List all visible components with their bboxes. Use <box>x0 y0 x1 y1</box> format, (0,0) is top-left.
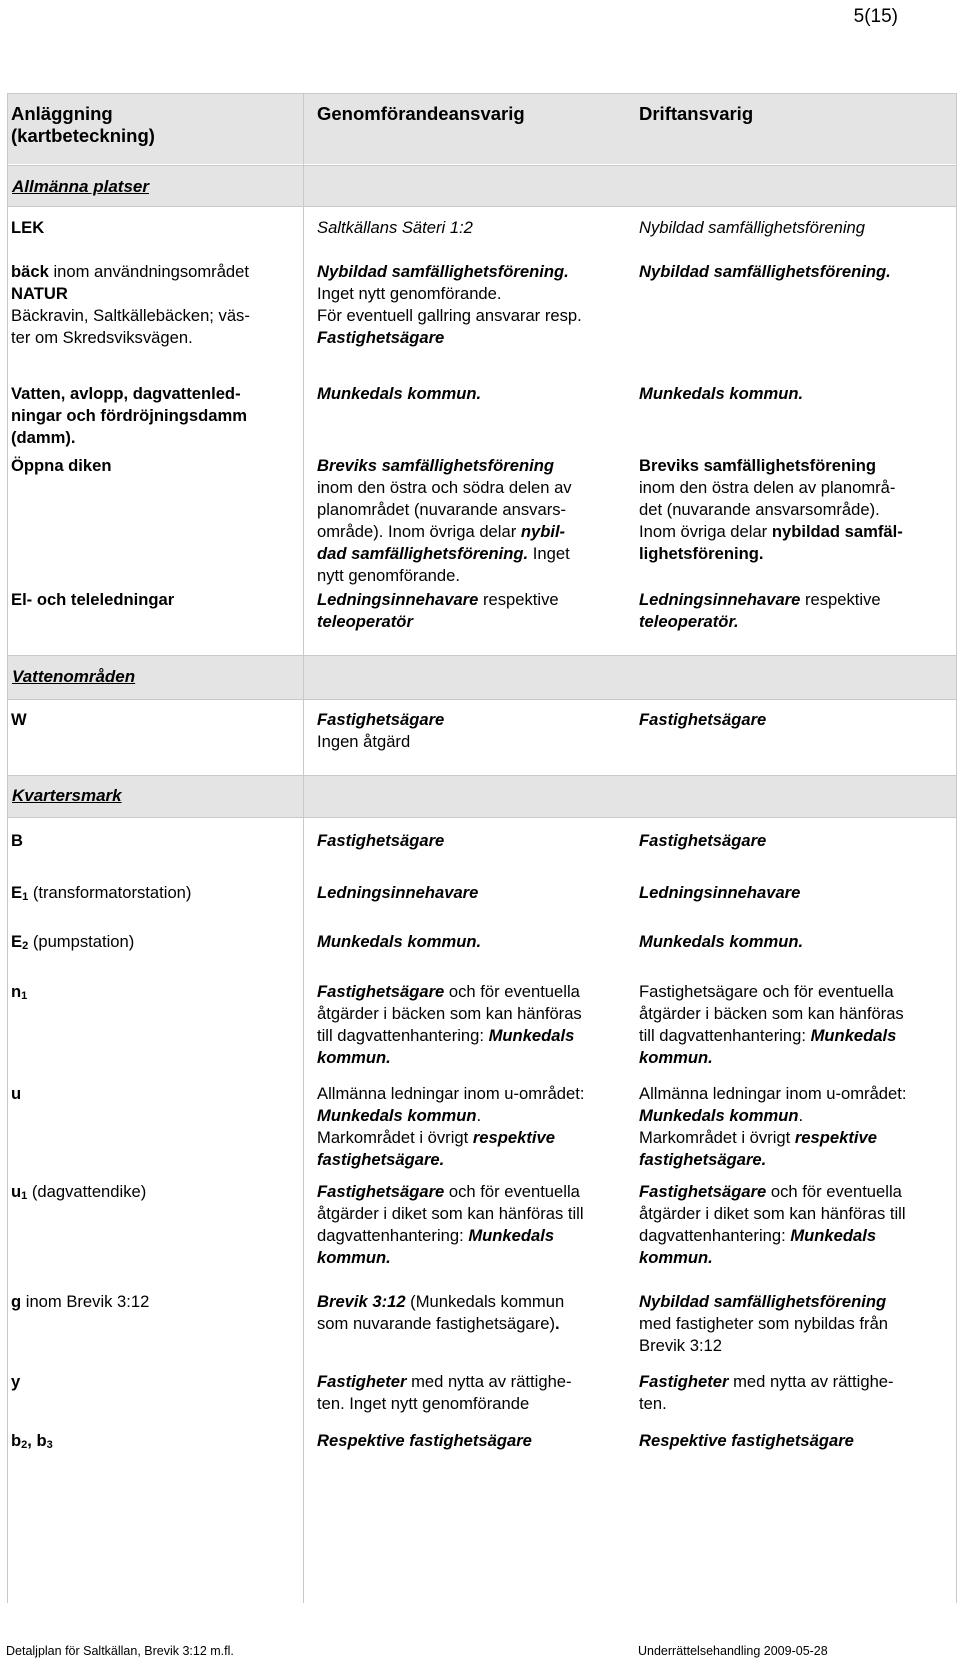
section-title-blocks: Kvartersmark <box>12 786 122 805</box>
section-band-blocks <box>7 775 957 817</box>
row-g-op: Nybildad samfällighetsförening med fastigheter som nybildas från Brevik 3:12 <box>639 1292 889 1355</box>
row-vatten-op: Munkedals kommun. <box>639 384 804 403</box>
row-u-name: u <box>11 1084 22 1103</box>
row-n1-name: $n_1$ <box>11 982 28 1002</box>
row-g-impl: Brevik 3:12 (Munkedals kommun som nuvarande fastighetsägare). <box>317 1292 565 1333</box>
section-title-water: Vattenområden <box>12 667 136 686</box>
row-u-op: Allmänna ledningar inom u-området: Munkedals kommun. Markområdet i övrigt respektive fastighetsägare. <box>639 1084 907 1169</box>
section-divider-blocks-top <box>7 775 957 776</box>
row-vatten-name: Vatten, avlopp, dagvattenled- ningar och fördröjningsdamm (damm). <box>11 384 248 447</box>
row-g-name: g inom Brevik 3:12 <box>11 1292 150 1311</box>
row-e2-impl: Munkedals kommun. <box>317 932 482 951</box>
row-lek-op: Nybildad samfällighetsförening <box>639 218 865 237</box>
footer-right: Underrättelsehandling 2009-05-28 <box>638 1644 828 1658</box>
row-b-impl: Fastighetsägare <box>317 831 445 850</box>
row-natur-op: Nybildad samfällighetsförening. <box>639 262 891 281</box>
row-natur-impl: Nybildad samfällighetsförening. Inget nytt genomförande. För eventuell gallring ansvarar resp. Fastighetsägare <box>317 262 582 347</box>
row-diken-impl: Breviks samfällighetsförening inom den östra och södra delen av planområdet (nuvarande ansvars- område). Inom övriga delar nybil- dad samfällighetsförening. Inget nytt genomförande. <box>317 456 572 585</box>
section-divider-general <box>7 206 957 207</box>
row-el-impl: Ledningsinnehavare respektive teleoperatör <box>317 590 559 631</box>
row-y-op: Fastigheter med nytta av rättighe- ten. <box>639 1372 894 1413</box>
row-u1-impl: Fastighetsägare och för eventuella åtgärder i diket som kan hänföras till dagvattenhantering: Munkedals kommun. <box>317 1182 584 1267</box>
table-border-top <box>7 93 957 94</box>
row-w-impl: Fastighetsägare Ingen åtgärd <box>317 710 445 751</box>
page-number: 5(15) <box>853 6 898 27</box>
responsibility-table <box>7 93 957 1603</box>
row-lek-impl: Saltkällans Säteri 1:2 <box>317 218 473 237</box>
column-divider-1 <box>303 93 304 1603</box>
row-y-name: y <box>11 1372 21 1391</box>
row-natur-name: bäck inom användningsområdet NATUR Bäckravin, Saltkällebäcken; väs- ter om Skredsviksvägen. <box>11 262 250 347</box>
row-n1-impl: Fastighetsägare och för eventuella åtgärder i bäcken som kan hänföras till dagvattenhantering: Munkedals kommun. <box>317 982 582 1067</box>
row-w-op: Fastighetsägare <box>639 710 767 729</box>
row-e2-op: Munkedals kommun. <box>639 932 804 951</box>
row-el-name: El- och teleledningar <box>11 590 175 609</box>
section-band-general <box>7 166 957 206</box>
row-diken-op: Breviks samfällighetsförening inom den östra delen av planområ- det (nuvarande ansvarsområde). Inom övriga delar nybildad samfäl- lighetsförening. <box>639 456 903 563</box>
header-operation: Driftansvarig <box>639 103 754 124</box>
row-b23-op: Respektive fastighetsägare <box>639 1431 854 1450</box>
row-b23-impl: Respektive fastighetsägare <box>317 1431 532 1450</box>
row-n1-op: Fastighetsägare och för eventuella åtgärder i bäcken som kan hänföras till dagvattenhantering: Munkedals kommun. <box>639 982 904 1067</box>
section-divider-blocks <box>7 817 957 818</box>
row-u1-name: $u_1$ (dagvattendike) <box>11 1182 147 1202</box>
row-el-op: Ledningsinnehavare respektive teleoperatör. <box>639 590 881 631</box>
row-w-name: W <box>11 710 27 729</box>
row-e1-name: $E_1$ (transformatorstation) <box>11 883 192 903</box>
footer-left: Detaljplan för Saltkällan, Brevik 3:12 m.fl. <box>6 1644 234 1658</box>
row-diken-name: Öppna diken <box>11 456 112 475</box>
row-lek-name: LEK <box>11 218 45 237</box>
row-b-name: B <box>11 831 23 850</box>
section-band-water <box>7 655 957 699</box>
table-border-left <box>7 93 8 1603</box>
row-y-impl: Fastigheter med nytta av rättighe- ten. Inget nytt genomförande <box>317 1372 572 1413</box>
table-border-right <box>956 93 957 1603</box>
row-u-impl: Allmänna ledningar inom u-området: Munkedals kommun. Markområdet i övrigt respektive fastighetsägare. <box>317 1084 585 1169</box>
row-e1-op: Ledningsinnehavare <box>639 883 801 902</box>
row-vatten-impl: Munkedals kommun. <box>317 384 482 403</box>
row-e1-impl: Ledningsinnehavare <box>317 883 479 902</box>
header-divider <box>7 165 957 166</box>
section-title-general: Allmänna platser <box>12 177 149 196</box>
row-e2-name: $E_2$ (pumpstation) <box>11 932 135 952</box>
section-divider-water <box>7 699 957 700</box>
row-b-op: Fastighetsägare <box>639 831 767 850</box>
row-u1-op: Fastighetsägare och för eventuella åtgärder i diket som kan hänföras till dagvattenhantering: Munkedals kommun. <box>639 1182 906 1267</box>
header-facility: Anläggning (kartbeteckning) <box>11 103 155 146</box>
header-implementation: Genomförandeansvarig <box>317 103 525 124</box>
row-b23-name: $b_2$, $b_3$ <box>11 1431 53 1451</box>
section-divider-water-top <box>7 655 957 656</box>
